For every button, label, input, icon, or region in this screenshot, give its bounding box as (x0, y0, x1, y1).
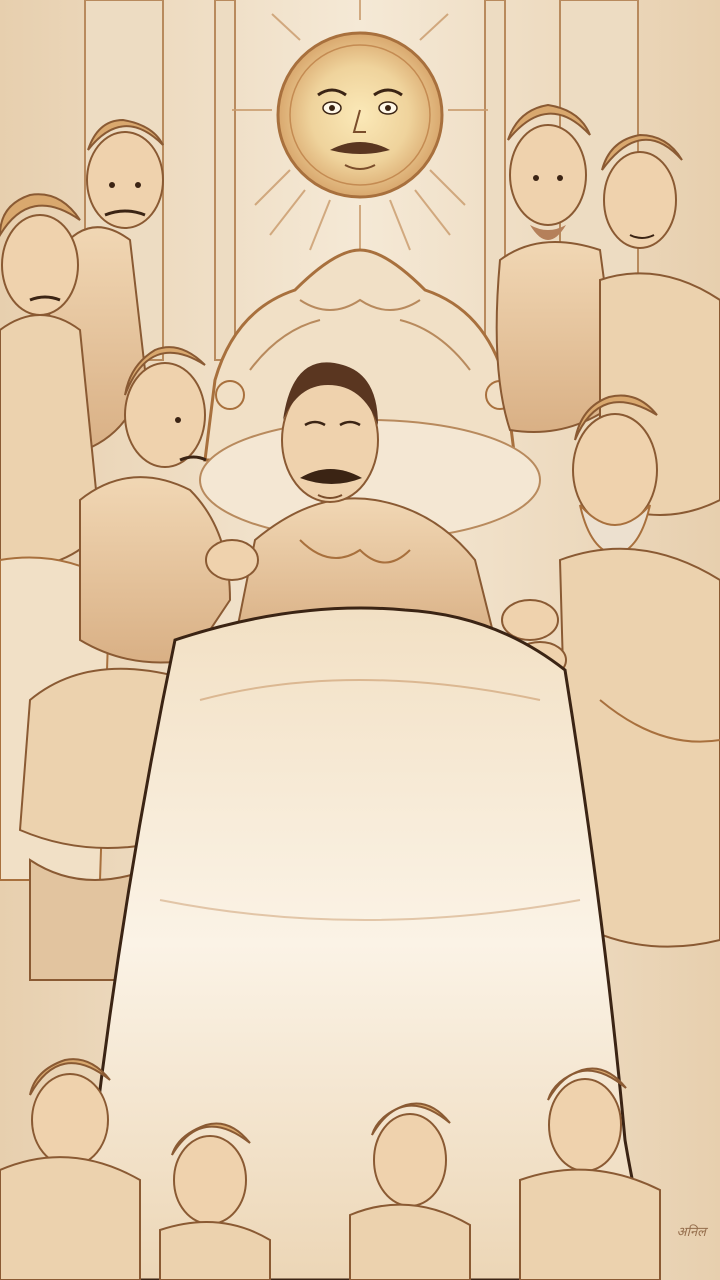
artist-signature: अनिल (676, 1225, 706, 1240)
